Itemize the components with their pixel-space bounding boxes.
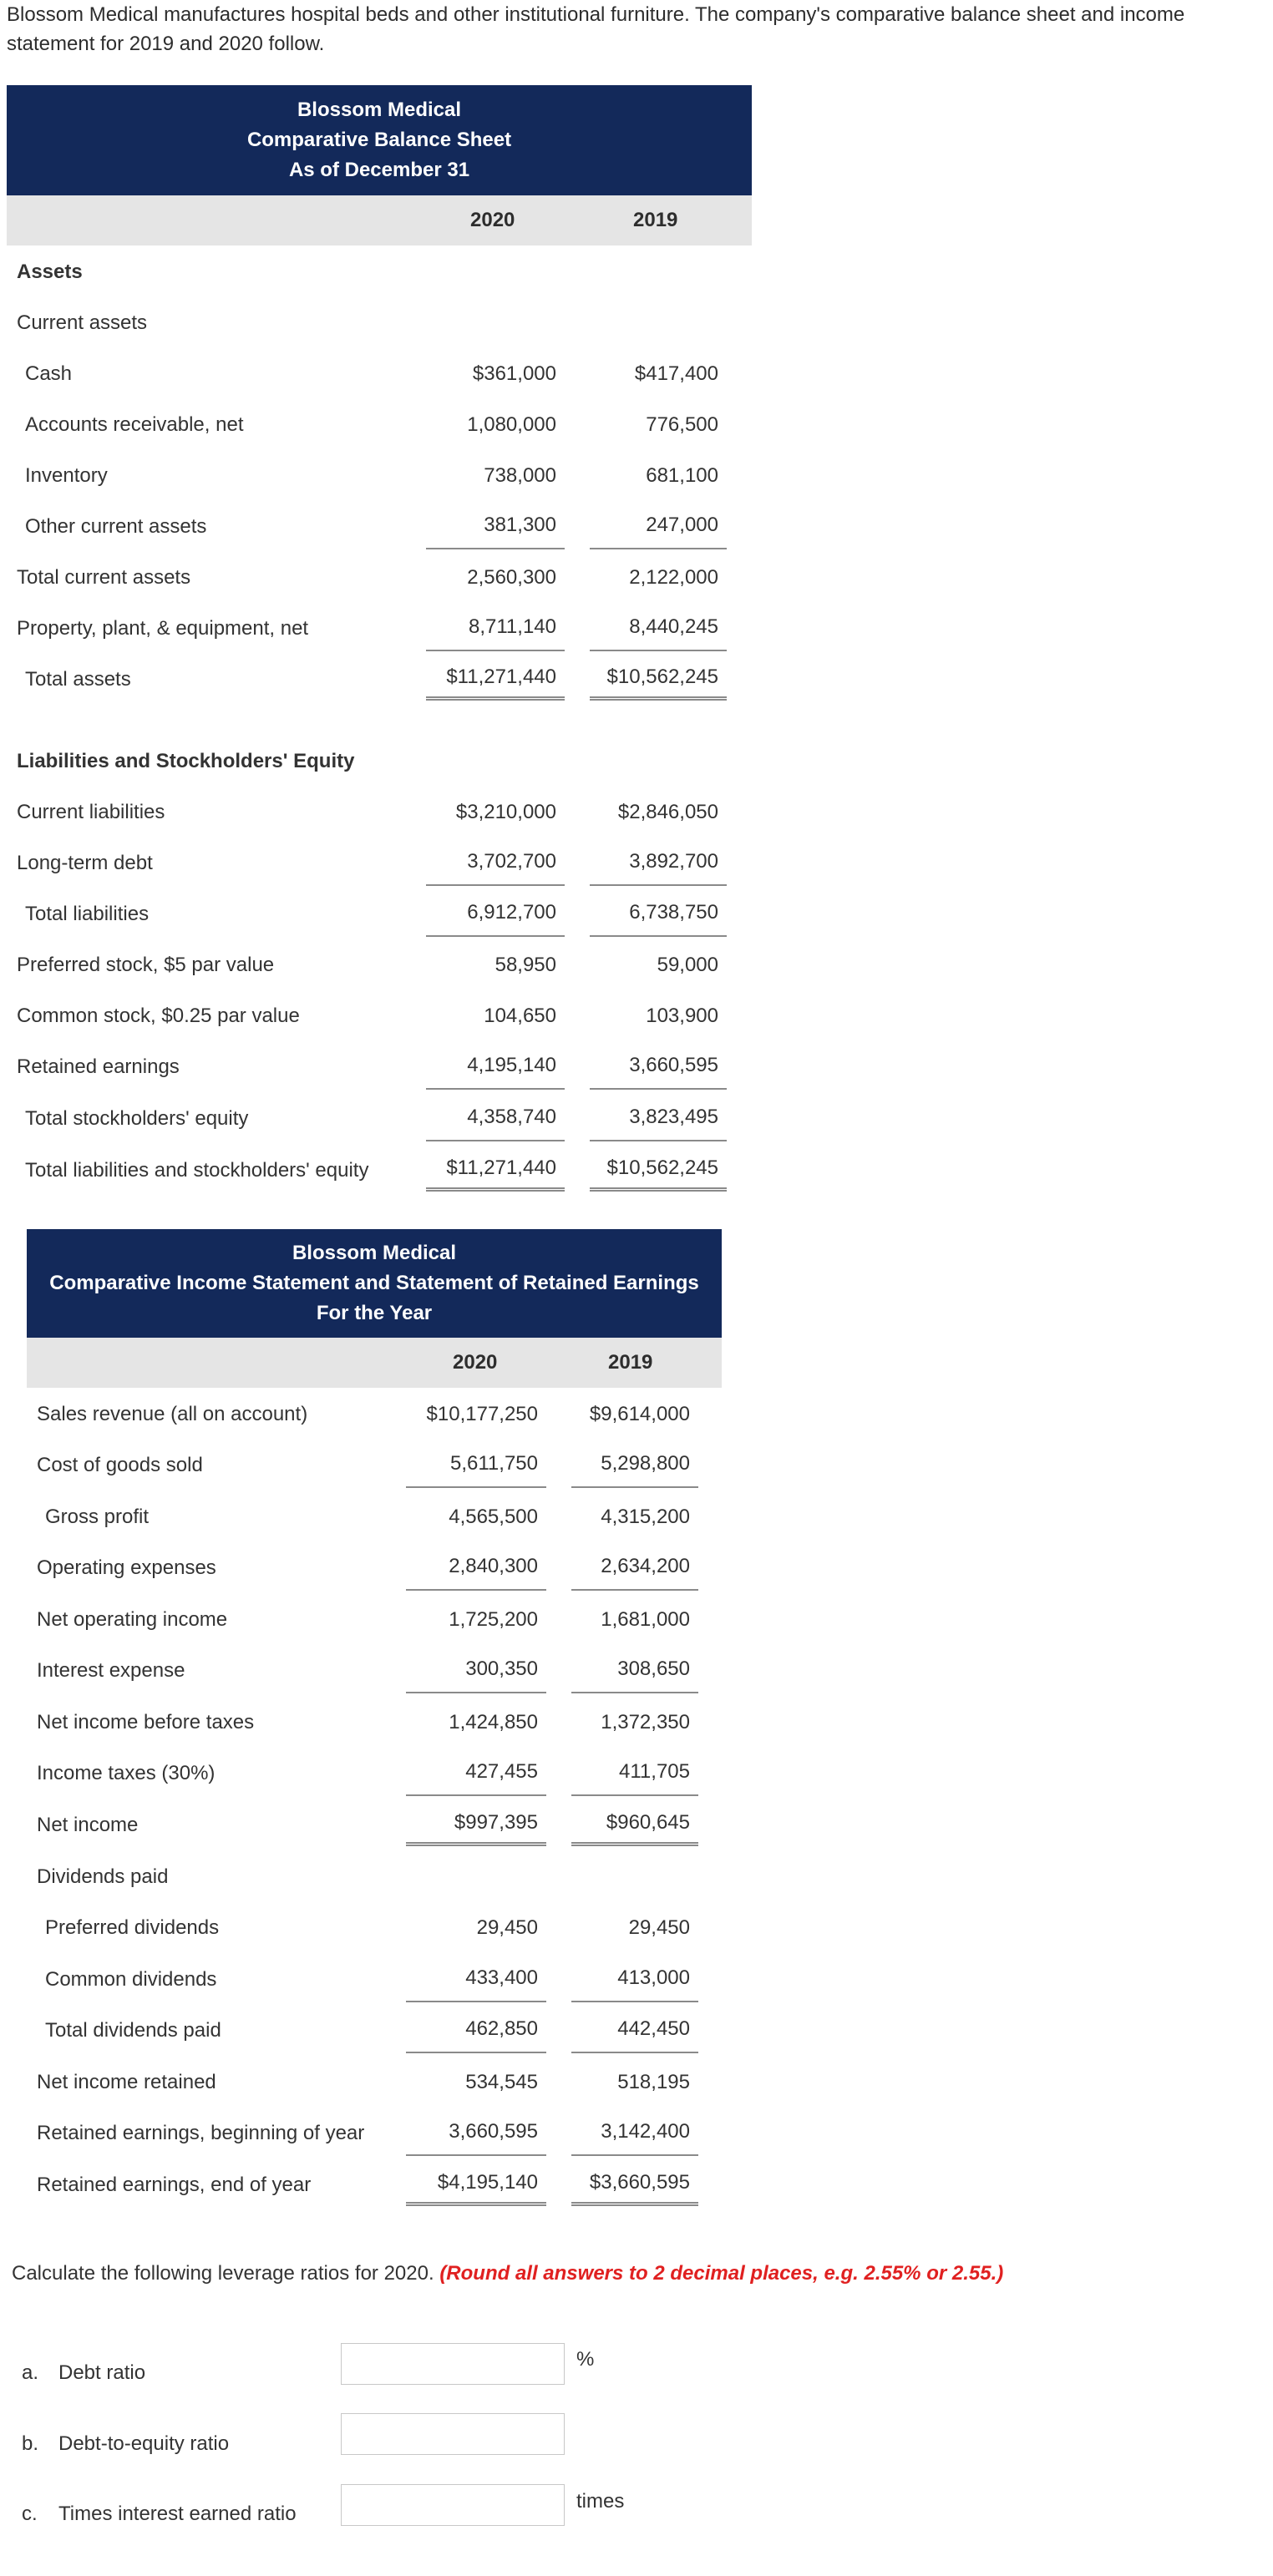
- balance-sheet-title: [7, 85, 752, 195]
- is-column-header: [27, 1338, 722, 1388]
- percent-unit: %: [576, 2348, 595, 2371]
- intro-text: Blossom Medical manufactures hospital beds and other institutional furniture. The company's comparative balance sheet and income statement for 2019 and 2020 follow.: [7, 3, 1185, 55]
- is-title-statement: Comparative Income Statement and Statement of Retained Earnings: [49, 1272, 699, 1294]
- debt-to-equity-input[interactable]: [341, 2413, 565, 2455]
- is-title-company: Blossom Medical: [292, 1242, 457, 1264]
- question-label: Debt ratio: [58, 2361, 146, 2384]
- times-unit: times: [576, 2490, 625, 2513]
- bs-col-2019: 2019: [633, 209, 678, 231]
- debt-ratio-input[interactable]: [341, 2343, 565, 2385]
- bs-title-statement: Comparative Balance Sheet: [246, 129, 512, 151]
- question-letter: a.: [22, 2361, 39, 2384]
- bs-column-header: [7, 195, 752, 245]
- instructions-main: Calculate the following leverage ratios for 2020.: [12, 2262, 434, 2285]
- question-letter: b.: [22, 2432, 39, 2455]
- question-letter: c.: [22, 2503, 38, 2525]
- question-label: Debt-to-equity ratio: [58, 2432, 230, 2455]
- bs-title-company: Blossom Medical: [297, 99, 462, 121]
- bs-col-2020: 2020: [470, 209, 515, 231]
- question-label: Times interest earned ratio: [58, 2503, 297, 2525]
- is-col-2020: 2020: [453, 1351, 498, 1374]
- is-title-period: For the Year: [316, 1302, 433, 1324]
- instructions: [12, 2262, 1003, 2285]
- bs-title-date: As of December 31: [288, 159, 470, 181]
- income-statement-title: [27, 1229, 722, 1338]
- rounding-note: (Round all answers to 2 decimal places, e.g. 2.55% or 2.55.): [439, 2262, 1004, 2285]
- is-col-2019: 2019: [608, 1351, 653, 1374]
- times-interest-earned-input[interactable]: [341, 2484, 565, 2526]
